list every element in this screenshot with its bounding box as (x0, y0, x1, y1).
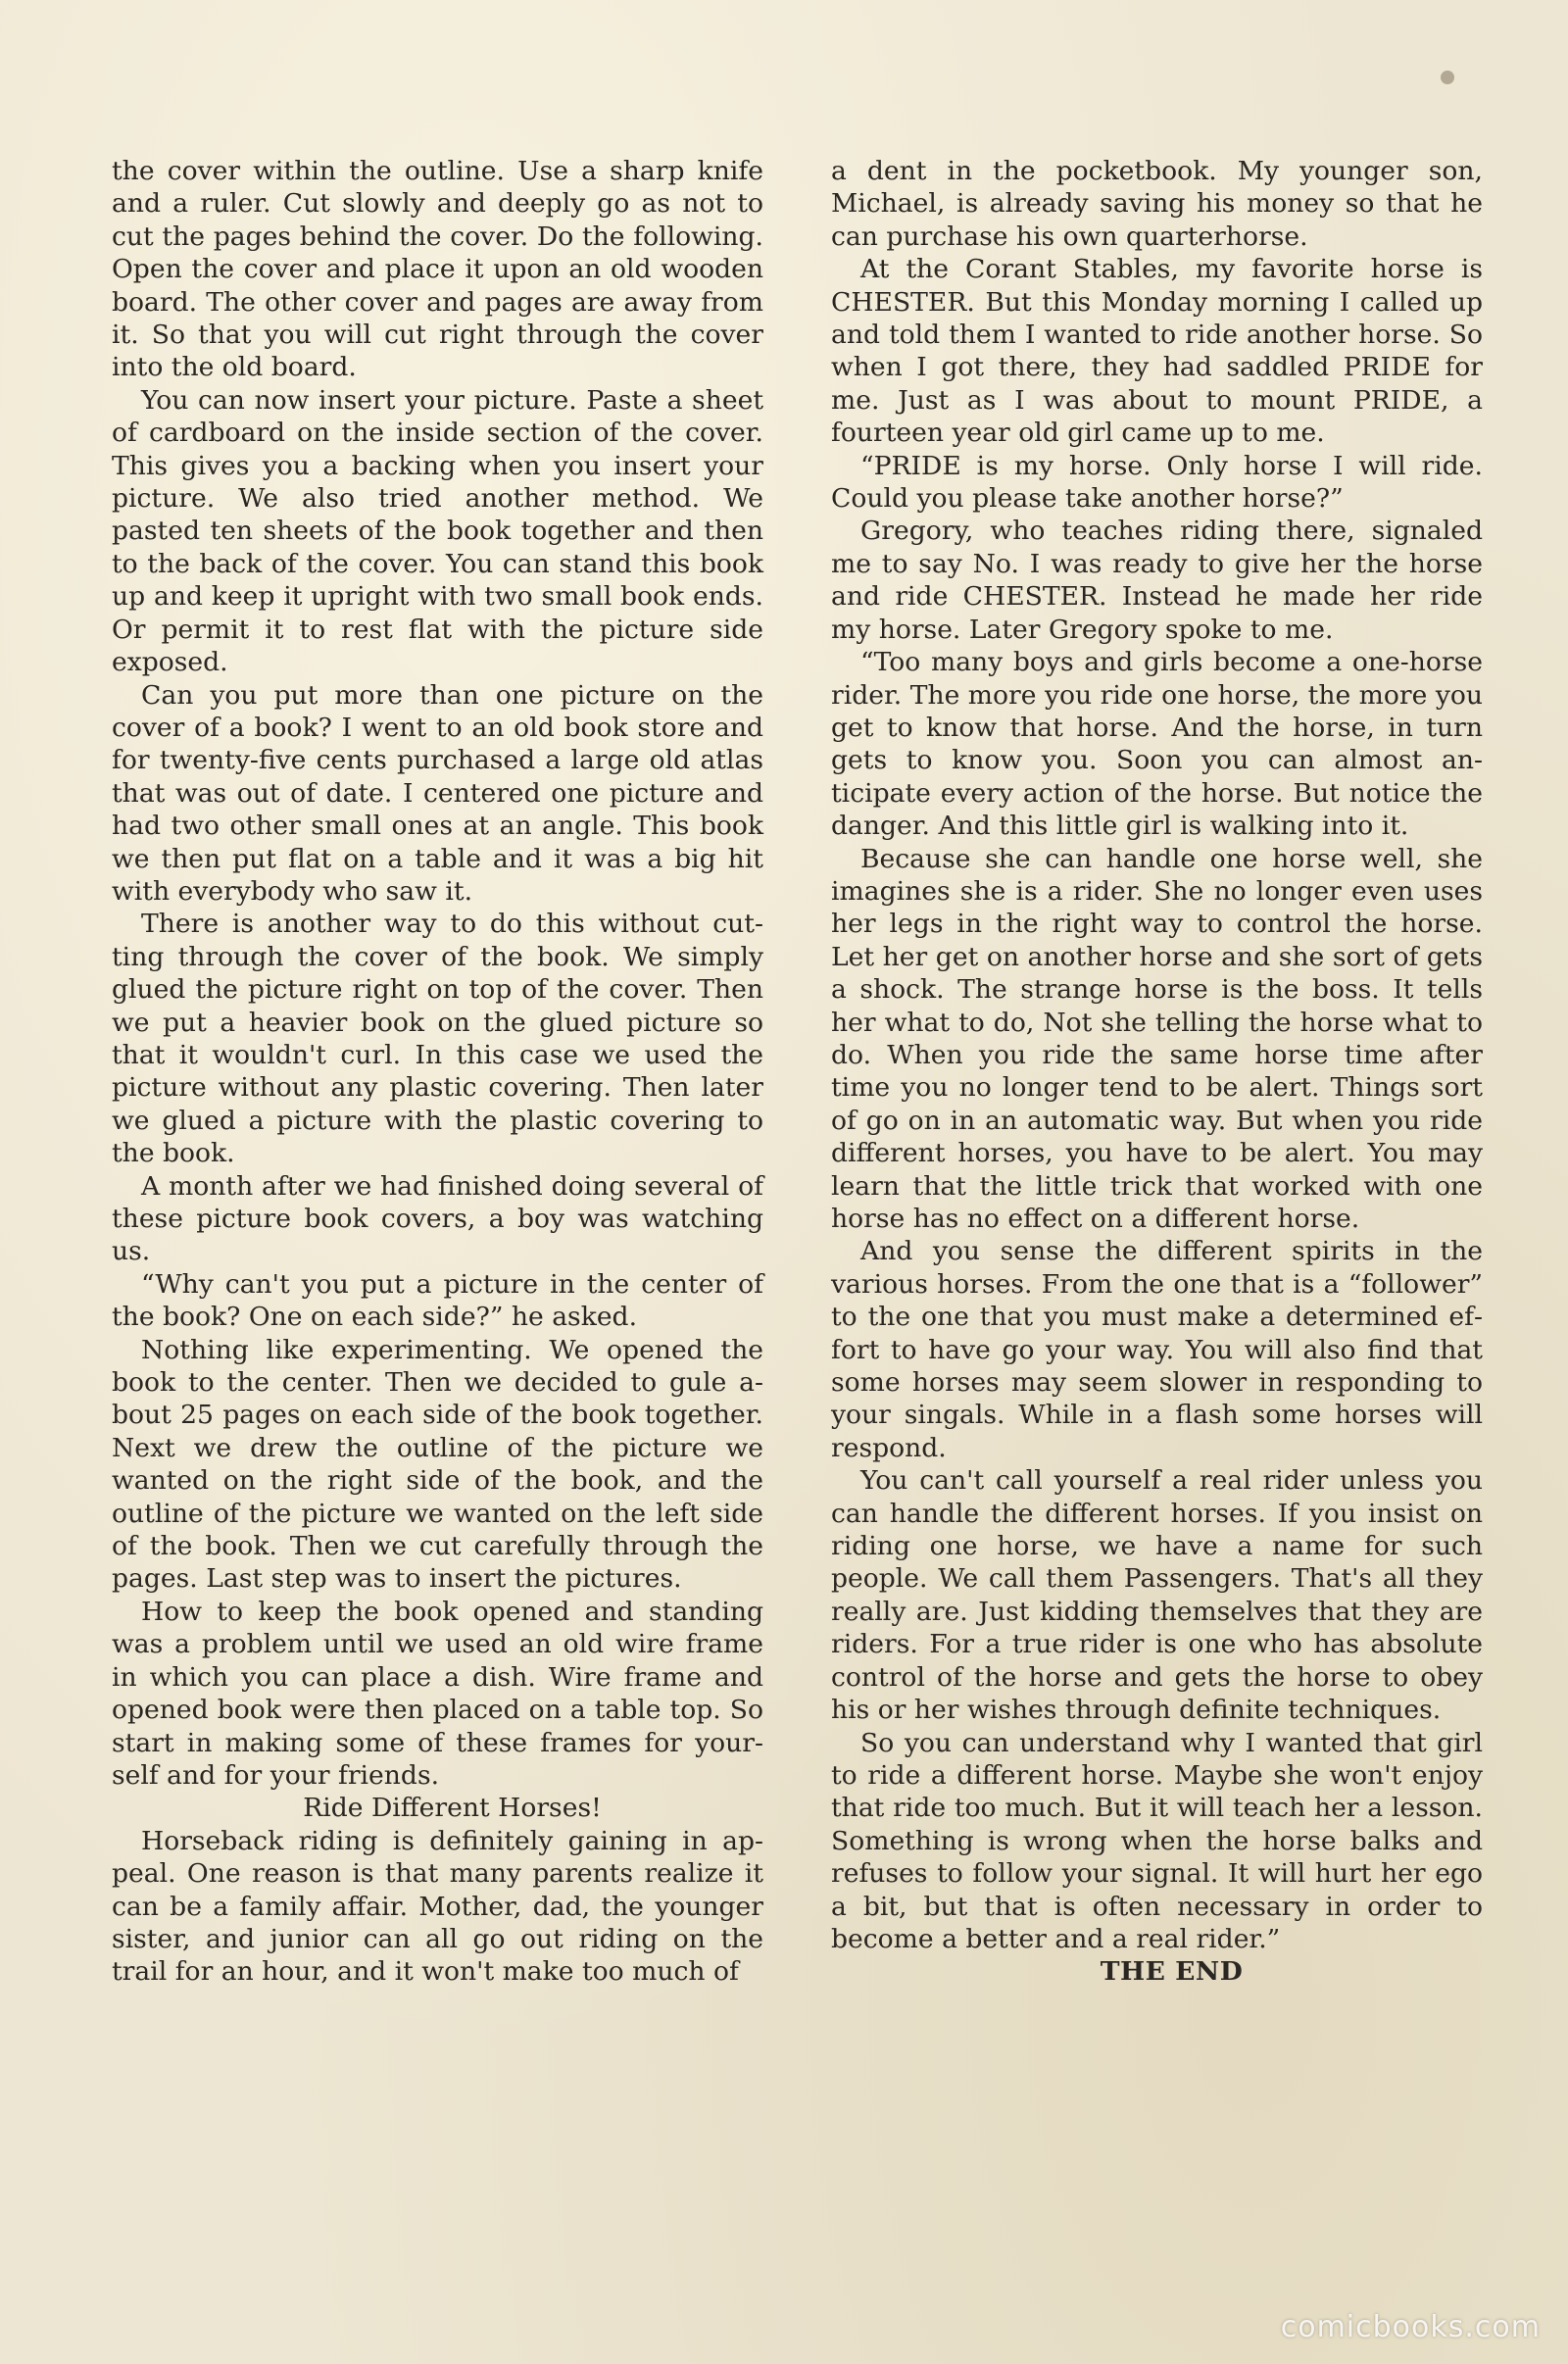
paragraph: Horseback riding is definitely gaining in appeal. One reason is that many parents realize it can be a family affair. Mother, dad, the younger sister, and junior can all go out riding on the trail for an hour, and it won't make too much of (112, 1825, 763, 1988)
watermark: comicbooks.com (1280, 2310, 1541, 2344)
paragraph: “PRIDE is my horse. Only horse I will ride. Could you please take another horse?” (831, 450, 1483, 515)
left-column (112, 155, 763, 1989)
paragraph: At the Corant Stables, my favorite horse is CHESTER. But this Monday morning I called up and told them I wanted to ride another horse. So when I got there, they had saddled PRIDE for me. Just as I was about to mount PRIDE, a fourteen year old girl came up to me. (831, 254, 1483, 449)
paragraph: And you sense the different spirits in the various horses. From the one that is a “follower” to the one that you must make a determined effort to have go your way. You will also find that some horses may seem slower in responding to your singals. While in a flash some horses will respond. (831, 1236, 1483, 1463)
paragraph: There is another way to do this without cutting through the cover of the book. We simply glued the picture right on top of the cover. Then we put a heavier book on the glued picture so that it wouldn't curl. In this case we used the picture without any plastic covering. Then later we glued a picture with the plastic covering to the book. (112, 909, 763, 1169)
paragraph: Nothing like experimenting. We opened the book to the center. Then we decided to gule about 25 pages on each side of the book together. Next we drew the outline of the picture we wanted on the right side of the book, and the outline of the picture we wanted on the left side of the book. Then we cut carefully through the pages. Last step was to insert the pictures. (112, 1334, 763, 1595)
right-column (831, 155, 1483, 1989)
paragraph: You can now insert your picture. Paste a sheet of cardboard on the inside section of the cover. This gives you a backing when you insert your picture. We also tried another method. We pasted ten sheets of the book together and then to the back of the cover. You can stand this book up and keep it upright with two small book ends. Or permit it to rest flat with the picture side exposed. (112, 384, 763, 678)
paragraph: a dent in the pocketbook. My younger son, Michael, is already saving his money so that he can purchase his own quarterhorse. (831, 156, 1483, 252)
paragraph: A month after we had finished doing several of these picture book covers, a boy was watching us. (112, 1170, 763, 1267)
paragraph: Gregory, who teaches riding there, signaled me to say No. I was ready to give her the horse and ride CHESTER. Instead he made her ride my horse. Later Gregory spoke to me. (831, 516, 1483, 645)
paragraph: the cover within the outline. Use a sharp knife and a ruler. Cut slowly and deeply go as not to cut the pages behind the cover. Do the following. Open the cover and place it upon an old wooden board. The other cover and pages are away from it. So that you will cut right through the cover into the old board. (112, 156, 763, 383)
paragraph: How to keep the book opened and standing was a problem until we used an old wire frame in which you can place a dish. Wire frame and opened book were then placed on a table top. So start in making some of these frames for yourself and for your friends. (112, 1596, 763, 1791)
ink-spot (1441, 71, 1454, 84)
paragraph: So you can understand why I wanted that girl to ride a different horse. Maybe she won't enjoy that ride too much. But it will teach her a lesson. Something is wrong when the horse balks and refuses to follow your signal. It will hurt her ego a bit, but that is often necessary in order to become a better and a real rider.” (831, 1727, 1483, 1954)
the-end-label: THE END (1100, 1956, 1244, 1988)
paragraph: Can you put more than one picture on the cover of a book? I went to an old book store and for twenty-five cents purchased a large old atlas that was out of date. I centered one picture and had two other small ones at an angle. This book we then put flat on a table and it was a big hit with everybody who saw it. (112, 679, 763, 907)
paragraph: You can't call yourself a real rider unless you can handle the different horses. If you insist on riding one horse, we have a name for such people. We call them Passengers. That's all they really are. Just kidding themselves that they are riders. For a true rider is one who has absolute control of the horse and gets the horse to obey his or her wishes through definite techniques. (831, 1465, 1483, 1726)
paragraph: “Why can't you put a picture in the center of the book? One on each side?” he asked. (112, 1268, 763, 1333)
paragraph: “Too many boys and girls become a one-horse rider. The more you ride one horse, the more you get to know that horse. And the horse, in turn gets to know you. Soon you can almost anticipate every action of the horse. But notice the danger. And this little girl is walking into it. (831, 647, 1483, 842)
story-heading: Ride Different Horses! (303, 1793, 602, 1824)
paragraph: Because she can handle one horse well, she imagines she is a rider. She no longer even uses her legs in the right way to control the horse. Let her get on another horse and she sort of gets a shock. The strange horse is the boss. It tells her what to do, Not she telling the horse what to do. When you ride the same horse time after time you no longer tend to be alert. Things sort of go on in an automatic way. But when you ride different horses, you have to be alert. You may learn that the little trick that worked with one horse has no effect on a different horse. (831, 843, 1483, 1234)
